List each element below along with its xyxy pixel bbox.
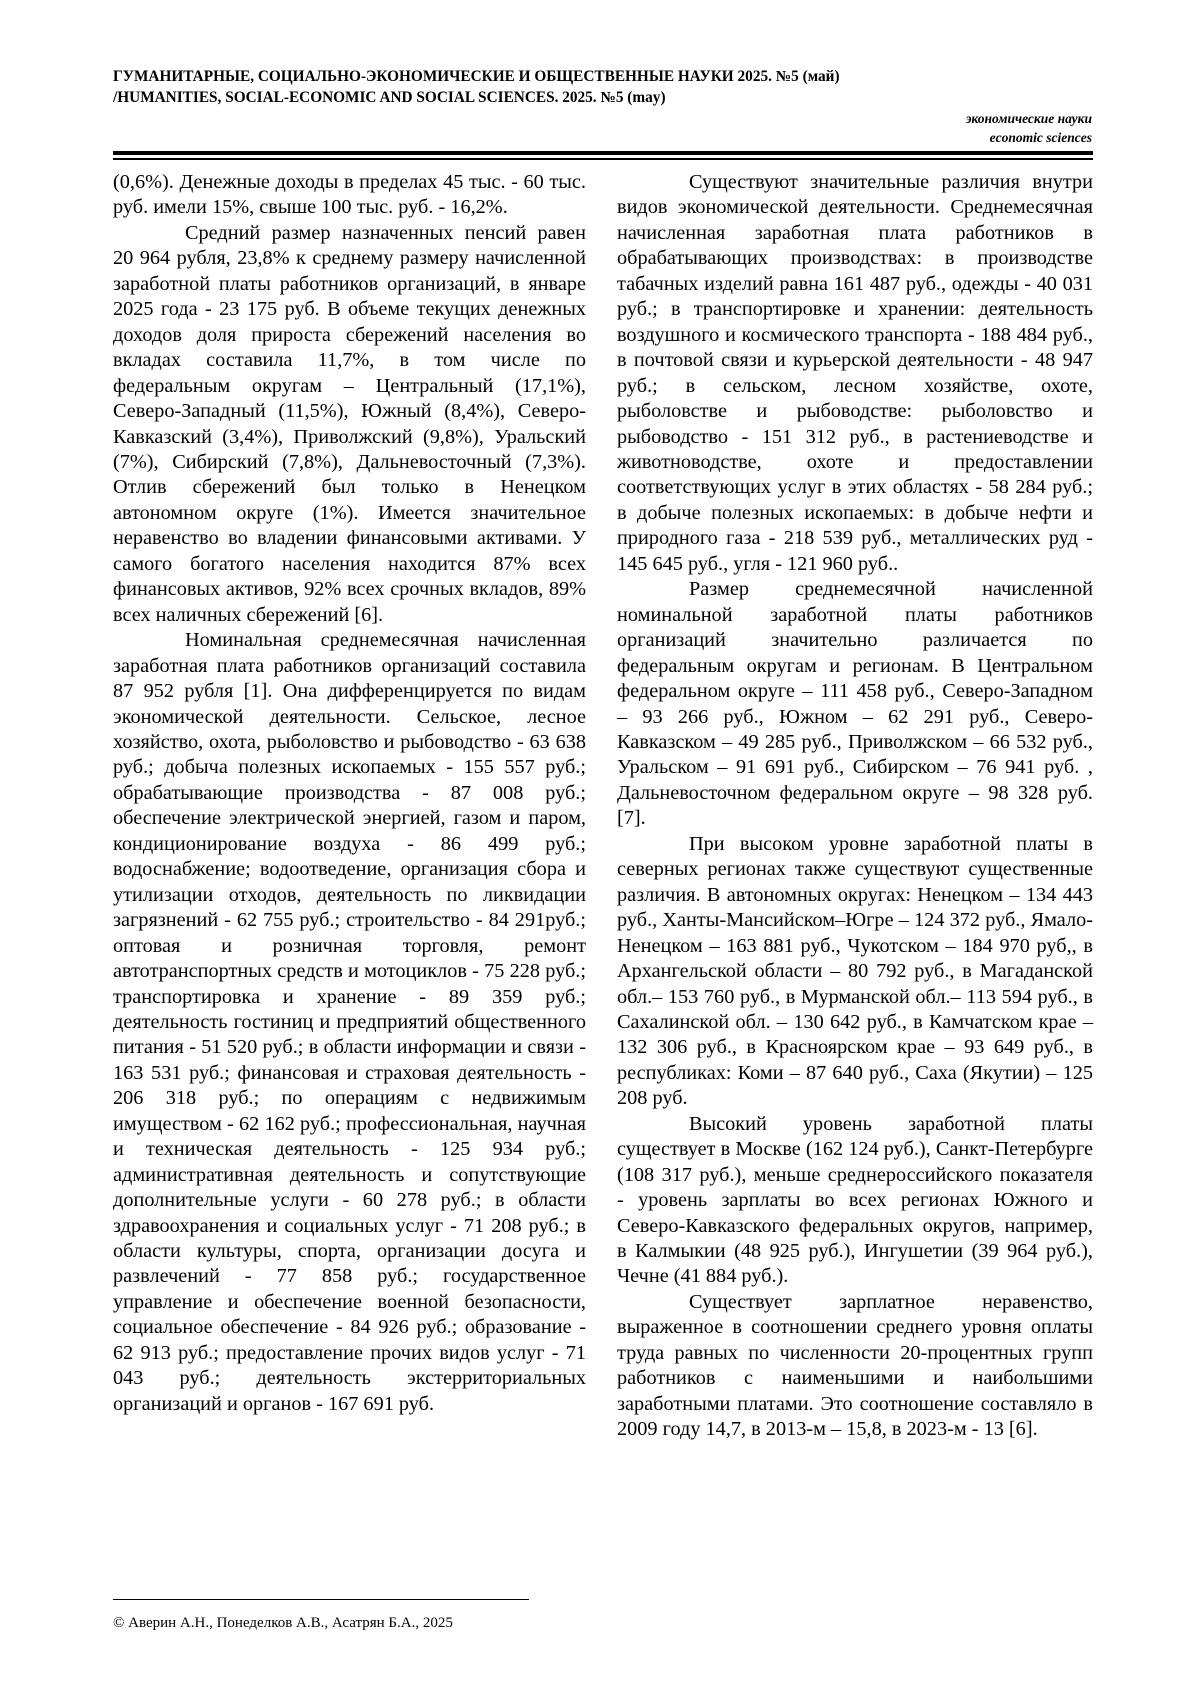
right-column: [617, 170, 1093, 1443]
journal-title: [113, 66, 1093, 108]
section-label: [966, 109, 1092, 147]
section-label-en: economic sciences: [989, 130, 1092, 145]
paragraph: Существуют значительные различия внутри видов экономической деятельности. Среднемесячная начисленная заработная плата работников в обрабатывающих производствах: в производстве табачных изделий равна 161 487 руб., одежды - 40 031 руб.; в транспортировке и хранении: деятельность воздушного и космического транспорта - 188 484 руб., в почтовой связи и курьерской деятельности - 48 947 руб.; в сельском, лесном хозяйстве, охоте, рыболовстве и рыбоводстве: рыболовство и рыбоводство - 151 312 руб., в растениеводстве и животноводстве, охоте и предоставлении соответствующих услуг в этих областях - 58 284 руб.; в добыче полезных ископаемых: в добыче нефти и природного газа - 218 539 руб., металлических руд - 145 645 руб., угля - 121 960 руб..: [617, 171, 1093, 575]
paragraph: Средний размер назначенных пенсий равен 20 964 рубля, 23,8% к среднему размеру начисленной заработной платы работников организаций, в январе 2025 года - 23 175 руб. В объеме текущих денежных доходов доля прироста сбережений населения во вкладах составила 11,7%, в том числе по федеральным округам – Центральный (17,1%), Северо-Западный (11,5%), Южный (8,4%), Северо-Кавказский (3,4%), Приволжский (9,8%), Уральский (7%), Сибирский (7,8%), Дальневосточный (7,3%). Отлив сбережений был только в Ненецком автономном округе (1%). Имеется значительное неравенство во владении финансовыми активами. У самого богатого населения находится 87% всех финансовых активов, 92% всех срочных вкладов, 89% всех наличных сбережений [6].: [113, 221, 586, 626]
copyright-note: © Аверин А.Н., Понеделков А.В., Асатрян Б.А., 2025: [113, 1615, 453, 1631]
section-label-ru: экономические науки: [965, 111, 1092, 126]
header-rule-thin: [113, 158, 1093, 160]
paragraph: Существует зарплатное неравенство, выраженное в соотношении среднего уровня оплаты труда равных по численности 20-процентных групп работников с наименьшими и наибольшими заработными платами. Это соотношение составляло в 2009 году 14,7, в 2013-м – 15,8, в 2023-м - 13 [6].: [617, 1290, 1093, 1441]
header-rule-thick: [113, 151, 1093, 155]
paragraph: При высоком уровне заработной платы в северных регионах также существуют существенные различия. В автономных округах: Ненецком – 134 443 руб., Ханты-Мансийском–Югре – 124 372 руб., Ямало-Ненецком – 163 881 руб., Чукотском – 184 970 руб,, в Архангельской области – 80 792 руб., в Магаданской обл.– 153 760 руб., в Мурманской обл.– 113 594 руб., в Сахалинской обл. – 130 642 руб., в Камчатском крае – 132 306 руб., в Красноярском крае – 93 649 руб., в республиках: Коми – 87 640 руб., Саха (Якутии) – 125 208 руб.: [617, 832, 1093, 1110]
paragraph: Высокий уровень заработной платы существует в Москве (162 124 руб.), Санкт-Петербурге (108 317 руб.), меньше среднероссийского показателя - уровень зарплаты во всех регионах Южного и Северо-Кавказского федеральных округов, например, в Калмыкии (48 925 руб.), Ингушетии (39 964 руб.), Чечне (41 884 руб.).: [617, 1112, 1093, 1288]
paragraph: Размер среднемесячной начисленной номинальной заработной платы работников организаций значительно различается по федеральным округам и регионам. В Центральном федеральном округе – 111 458 руб., Северо-Западном – 93 266 руб., Южном – 62 291 руб., Северо-Кавказском – 49 285 руб., Приволжском – 66 532 руб., Уральском – 91 691 руб., Сибирском – 76 941 руб. , Дальневосточном федеральном округе – 98 328 руб. [7].: [617, 578, 1093, 830]
paragraph: Номинальная среднемесячная начисленная заработная плата работников организаций составила 87 952 рубля [1]. Она дифференцируется по видам экономической деятельности. Сельское, лесное хозяйство, охота, рыболовство и рыбоводство - 63 638 руб.; добыча полезных ископаемых - 155 557 руб.; обрабатывающие производства - 87 008 руб.; обеспечение электрической энергией, газом и паром, кондиционирование воздуха - 86 499 руб.; водоснабжение; водоотведение, организация сбора и утилизации отходов, деятельность по ликвидации загрязнений - 62 755 руб.; строительство - 84 291руб.; оптовая и розничная торговля, ремонт автотранспортных средств и мотоциклов - 75 228 руб.; транспортировка и хранение - 89 359 руб.; деятельность гостиниц и предприятий общественного питания - 51 520 руб.; в области информации и связи - 163 531 руб.; финансовая и страховая деятельность - 206 318 руб.; по операциям с недвижимым имуществом - 62 162 руб.; профессиональная, научная и техническая деятельность - 125 934 руб.; административная деятельность и сопутствующие дополнительные услуги - 60 278 руб.; в области здравоохранения и социальных услуг - 71 208 руб.; в области культуры, спорта, организации досуга и развлечений - 77 858 руб.; государственное управление и обеспечение военной безопасности, социальное обеспечение - 84 926 руб.; образование - 62 913 руб.; предоставление прочих видов услуг - 71 043 руб.; деятельность экстерриториальных организаций и органов - 167 691 руб.: [113, 629, 586, 1415]
left-column: [113, 170, 586, 1417]
journal-title-ru: ГУМАНИТАРНЫЕ, СОЦИАЛЬНО-ЭКОНОМИЧЕСКИЕ И ОБЩЕСТВЕННЫЕ НАУКИ 2025. №5 (май): [113, 68, 840, 85]
journal-title-en: /HUMANITIES, SOCIAL-ECONOMIC AND SOCIAL SCIENCES. 2025. №5 (may): [113, 89, 666, 106]
paragraph: (0,6%). Денежные доходы в пределах 45 тыс. - 60 тыс. руб. имели 15%, свыше 100 тыс. руб. - 16,2%.: [113, 171, 586, 219]
footnote-divider: [113, 1599, 529, 1600]
